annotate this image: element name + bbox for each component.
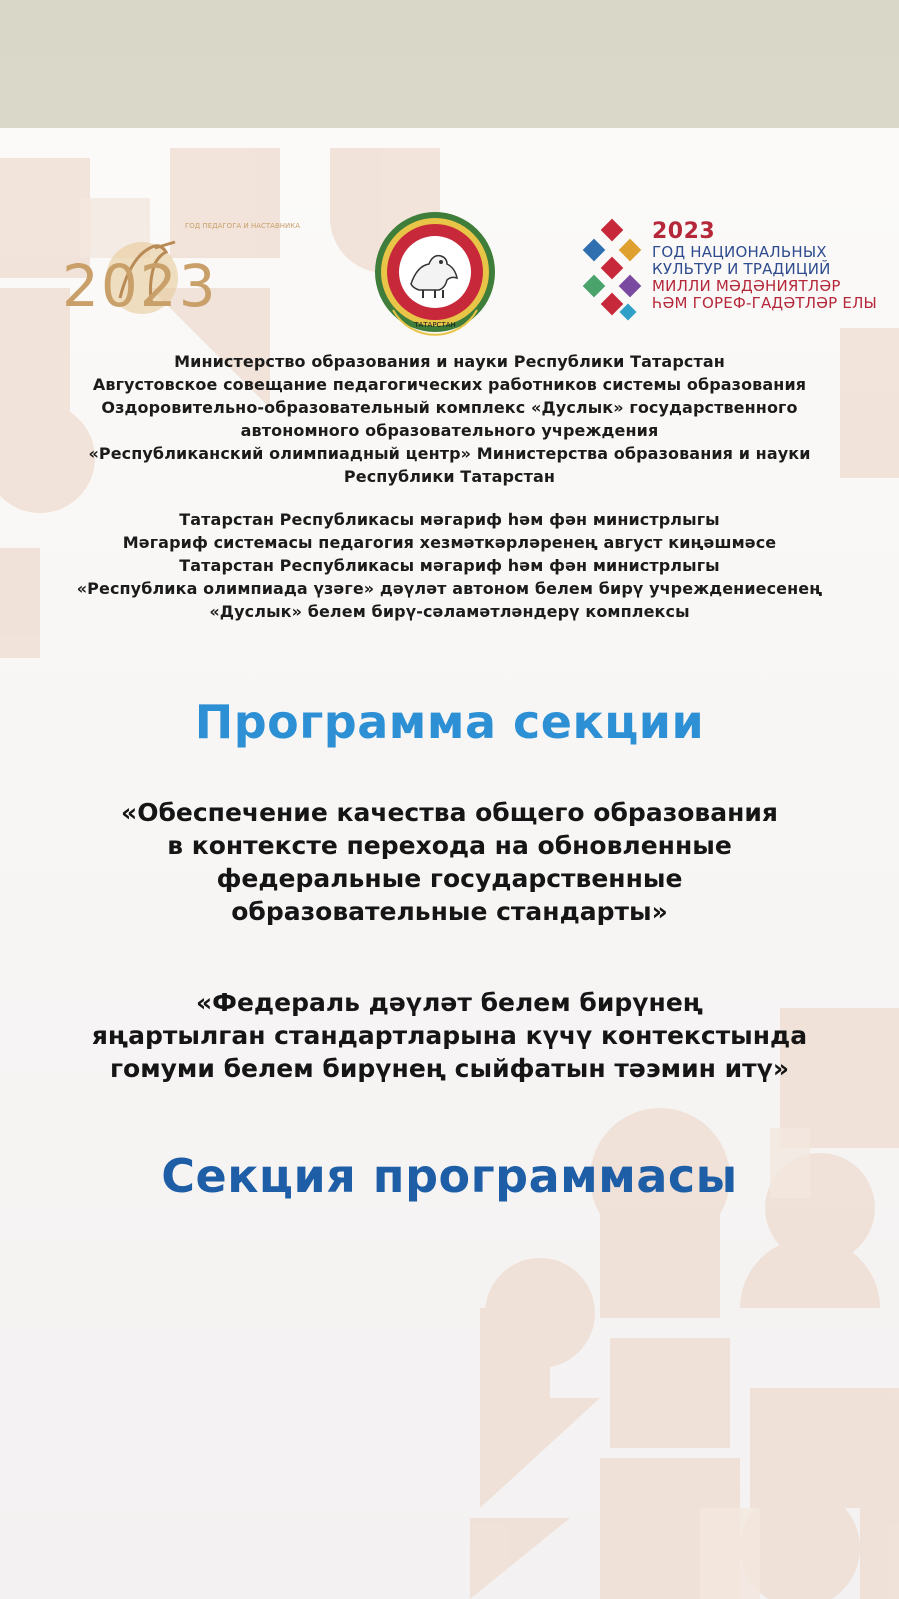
emblem-caption: ТАТАРСТАН — [414, 321, 456, 329]
organizer-tt-line: Татарстан Республикасы мәгариф һәм фән министрлыгы — [179, 510, 720, 529]
topic-ru-line: образовательные стандарты» — [231, 897, 668, 926]
topic-tt-line: «Федераль дәүләт белем бирүнең — [196, 988, 703, 1017]
right-logo-line-4: ҺӘМ ГОРЕФ-ГАДӘТЛӘР ЕЛЫ — [652, 294, 877, 312]
topic-ru-line: федеральные государственные — [216, 864, 683, 893]
organizer-ru-line: Августовское совещание педагогических работников системы образования — [92, 375, 807, 394]
year-of-national-cultures-logo — [580, 220, 880, 340]
section-program-heading-tt: Секция программасы — [161, 1149, 738, 1203]
right-logo-line-3: МИЛЛИ МӘДӘНИЯТЛӘР — [652, 277, 841, 295]
organizer-ru-line: Республики Татарстан — [343, 467, 556, 486]
organizer-ru-line: Министерство образования и науки Республики Татарстан — [174, 352, 725, 371]
organizer-tt-line: «Дуслык» белем бирү-сәламәтләндерү комплексы — [209, 602, 690, 621]
topic-tt-line: яңартылган стандартларына күчү контекстында — [91, 1021, 808, 1050]
right-logo-line-1: ГОД НАЦИОНАЛЬНЫХ — [652, 243, 827, 261]
organizers-ru — [0, 350, 899, 488]
topic-ru-line: «Обеспечение качества общего образования — [121, 798, 778, 827]
right-logo-line-2: КУЛЬТУР И ТРАДИЦИЙ — [652, 260, 831, 278]
left-logo-caption: ГОД ПЕДАГОГА И НАСТАВНИКА — [185, 222, 301, 230]
tatarstan-coat-of-arms-icon — [373, 210, 497, 334]
organizer-ru-line: Оздоровительно-образовательный комплекс «Дуслык» государственного — [101, 398, 798, 417]
topic-ru-line: в контексте перехода на обновленные — [167, 831, 732, 860]
organizer-tt-line: «Республика олимпиада үзәге» дәүләт автоном белем бирү учреждениесенең — [76, 579, 823, 598]
program-sheet — [0, 128, 899, 1599]
folk-ornament-icon — [580, 220, 646, 328]
organizer-tt-line: Татарстан Республикасы мәгариф һәм фән министрлыгы — [179, 556, 720, 575]
organizers-tt — [0, 508, 899, 623]
section-program-heading-ru: Программа секции — [194, 695, 705, 749]
section-topic-tt — [0, 986, 899, 1085]
left-logo-number: 2023 — [62, 252, 218, 320]
organizer-ru-line: «Республиканский олимпиадный центр» Министерства образования и науки — [88, 444, 811, 463]
organizer-ru-line: автономного образовательного учреждения — [240, 421, 659, 440]
right-logo-year: 2023 — [652, 219, 716, 244]
year-of-teacher-logo — [60, 208, 301, 348]
organizer-tt-line: Мәгариф системасы педагогия хезмәткәрләренең август киңәшмәсе — [122, 533, 777, 552]
section-topic-ru — [0, 796, 899, 928]
topic-tt-line: гомуми белем бирүнең сыйфатын тәэмин итү» — [109, 1054, 790, 1083]
